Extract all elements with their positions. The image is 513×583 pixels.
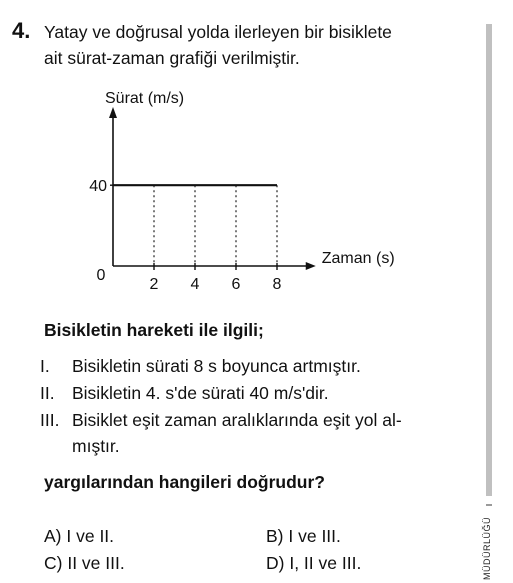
option-d-letter: D) xyxy=(266,553,285,573)
statements-lead: Bisikletin hareketi ile ilgili; xyxy=(44,320,264,340)
statement-3-label: III. xyxy=(40,410,60,430)
option-b-letter: B) xyxy=(266,526,284,546)
statement-1-text: Bisikletin sürati 8 s boyunca artmıştır. xyxy=(72,356,361,376)
option-a-letter: A) xyxy=(44,526,62,546)
option-c-text: II ve III. xyxy=(67,553,125,573)
x-axis-label: Zaman (s) xyxy=(321,250,395,267)
x-tick-label-2: 2 xyxy=(149,276,159,293)
option-b-text: I ve III. xyxy=(288,526,341,546)
x-tick-label-6: 6 xyxy=(231,276,241,293)
option-d-text: I, II ve III. xyxy=(289,553,362,573)
option-c-letter: C) xyxy=(44,553,63,573)
question-intro-line-2: ait sürat-zaman grafiği verilmiştir. xyxy=(44,48,300,68)
origin-label: 0 xyxy=(96,267,106,284)
x-tick-label-8: 8 xyxy=(272,276,282,293)
option-d[interactable] xyxy=(266,553,361,574)
option-c[interactable] xyxy=(44,553,125,574)
question-prompt: yargılarından hangileri doğrudur? xyxy=(44,472,325,492)
x-tick-label-4: 4 xyxy=(190,276,200,293)
statement-3-text-line-1: Bisiklet eşit zaman aralıklarında eşit yol al- xyxy=(72,410,402,430)
page-margin-text: MÜDÜRLÜĞÜ xyxy=(482,517,492,580)
y-tick-label-40: 40 xyxy=(89,178,107,196)
statement-3-text-line-2: mıştır. xyxy=(72,436,120,456)
statement-1-label: I. xyxy=(40,356,50,376)
option-b[interactable] xyxy=(266,526,341,547)
question-intro-line-1: Yatay ve doğrusal yolda ilerleyen bir bisiklete xyxy=(44,22,392,42)
statement-2-text: Bisikletin 4. s'de sürati 40 m/s'dir. xyxy=(72,383,329,403)
option-a[interactable] xyxy=(44,526,114,547)
question-number: 4. xyxy=(12,18,31,43)
option-a-text: I ve II. xyxy=(66,526,115,546)
y-axis-arrow xyxy=(109,107,117,118)
x-axis-arrow xyxy=(306,262,316,270)
speed-time-chart xyxy=(80,85,395,293)
statement-2-label: II. xyxy=(40,383,55,403)
y-axis-label: Sürat (m/s) xyxy=(105,90,185,107)
page-margin-bar xyxy=(486,24,492,496)
page-margin-tick xyxy=(486,504,492,506)
